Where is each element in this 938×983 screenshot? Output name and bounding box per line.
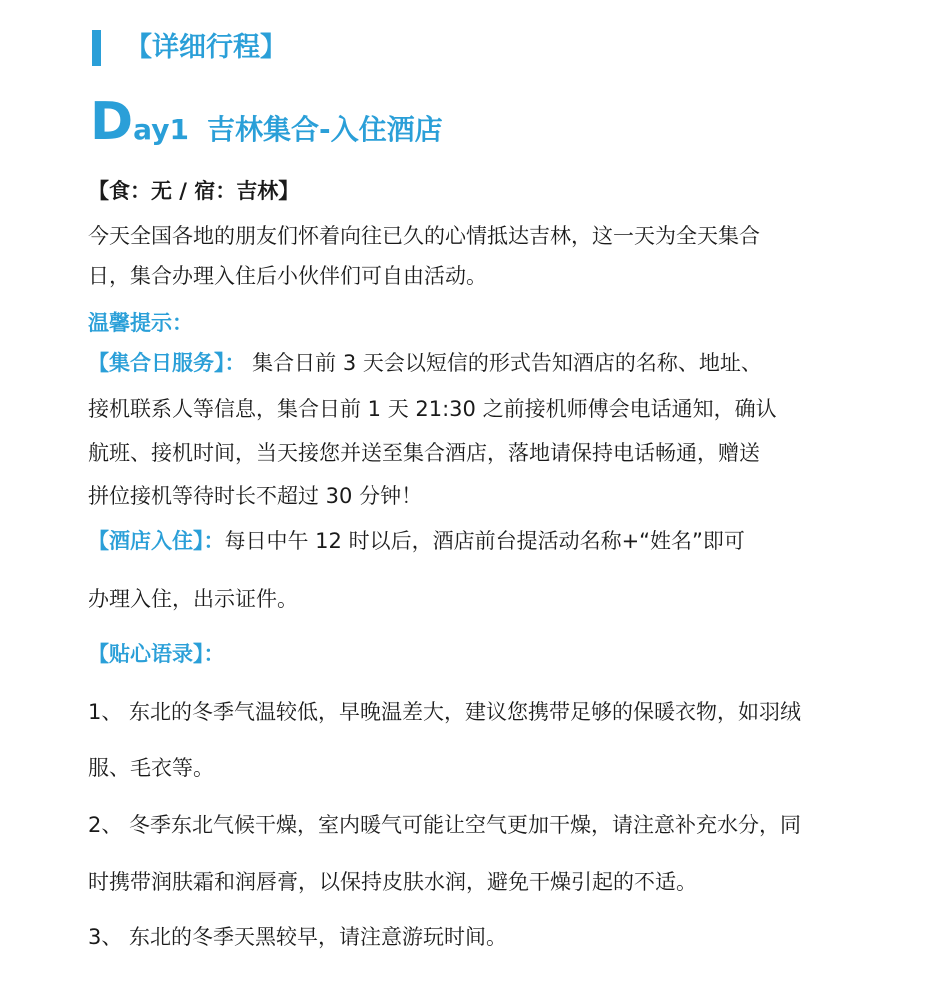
- note-line-3: 2、 冬季东北气候干燥，室内暖气可能让空气更加干燥，请注意补充水分，同: [88, 813, 802, 837]
- hotel-text-1: 每日中午 12 时以后，酒店前台提活动名称+“姓名”即可: [224, 529, 745, 553]
- meals-lodging-line: 【食：无 / 宿：吉林】: [88, 179, 300, 203]
- service-line-3: 航班、接机时间，当天接您并送至集合酒店，落地请保持电话畅通，赠送: [88, 441, 760, 465]
- note-line-2: 服、毛衣等。: [88, 756, 214, 780]
- section-title: 【详细行程】: [125, 32, 287, 63]
- hotel-line-1: [88, 526, 745, 556]
- day-heading-title: 吉林集合-入住酒店: [206, 113, 443, 146]
- day-heading: [90, 92, 443, 156]
- service-line-2: 接机联系人等信息，集合日前 1 天 21:30 之前接机师傅会电话通知，确认: [88, 397, 777, 421]
- note-line-5: 3、 东北的冬季天黑较早，请注意游玩时间。: [88, 925, 508, 949]
- service-label: 【集合日服务】：: [88, 351, 246, 375]
- service-line-1: [88, 348, 762, 378]
- intro-line-2: 日，集合办理入住后小伙伴们可自由活动。: [88, 264, 487, 288]
- tips-label: 温馨提示：: [88, 311, 193, 335]
- note-line-4: 时携带润肤霜和润唇膏，以保持皮肤水润，避免干燥引起的不适。: [88, 870, 697, 894]
- day-heading-big-letter: D: [90, 92, 134, 152]
- service-text-1: 集合日前 3 天会以短信的形式告知酒店的名称、地址、: [245, 351, 762, 375]
- day-heading-number: ay1: [133, 113, 189, 146]
- hotel-label: 【酒店入住】：: [88, 529, 225, 553]
- notes-label: 【贴心语录】：: [88, 642, 225, 666]
- note-line-1: 1、 东北的冬季气温较低，早晚温差大，建议您携带足够的保暖衣物，如羽绒: [88, 700, 802, 724]
- service-line-4: 拼位接机等待时长不超过 30 分钟！: [88, 484, 423, 508]
- section-accent-bar: [92, 30, 101, 66]
- intro-line-1: 今天全国各地的朋友们怀着向往已久的心情抵达吉林，这一天为全天集合: [88, 224, 760, 248]
- hotel-line-2: 办理入住，出示证件。: [88, 587, 298, 611]
